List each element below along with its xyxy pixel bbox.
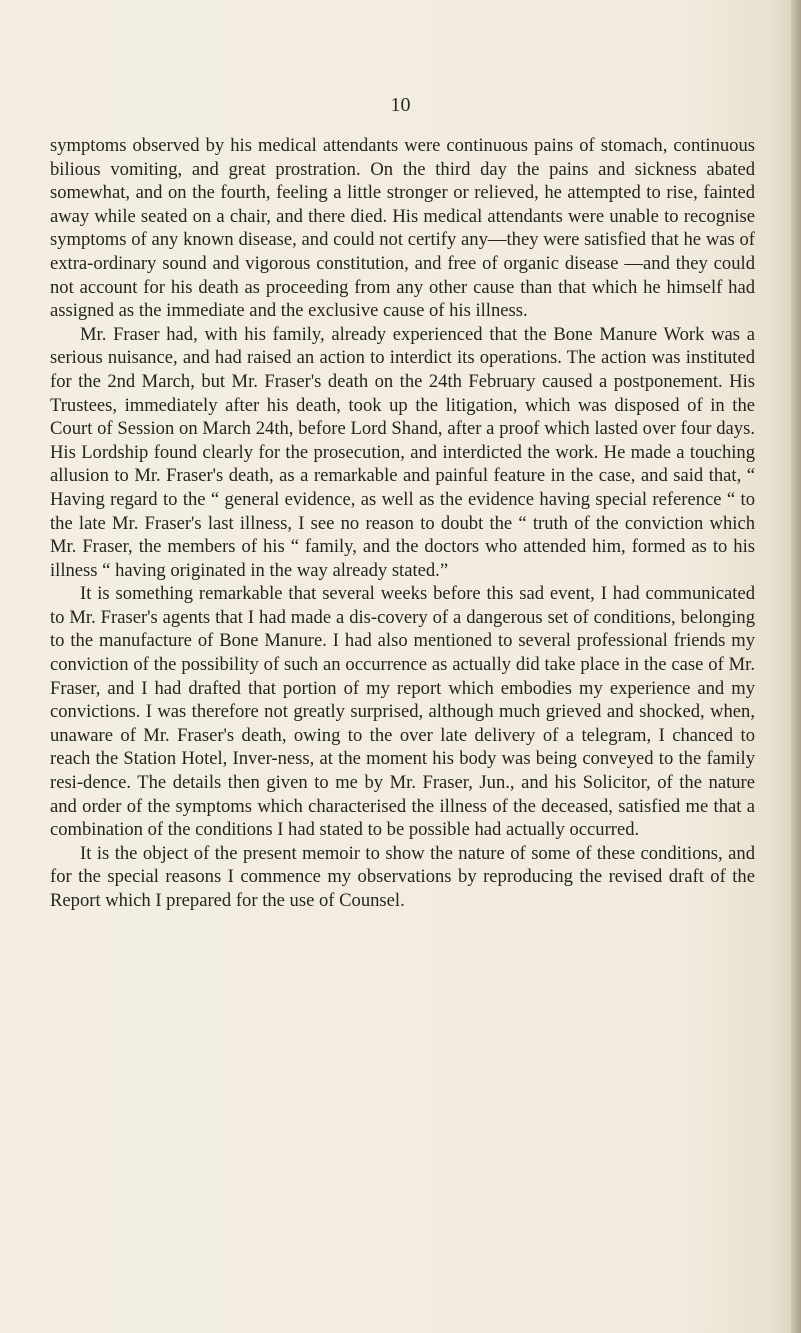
paragraph-1: symptoms observed by his medical attendants were continuous pains of stomach, continuous bilious vomiting, and great prostration. On the third day the pains and sickness abated somewhat, and on the fourth, feeling a little stronger or relieved, he attempted to rise, fainted away while seated on a chair, and there died. His medical attendants were unable to recognise symptoms of any known disease, and could not certify any—they were satisfied that he was of extra-ordinary sound and vigorous constitution, and free of organic disease —and they could not account for his death as proceeding from any other cause than that which he himself had assigned as the immediate and the exclusive cause of his illness. [50, 135, 755, 322]
body-text [50, 134, 755, 913]
paragraph-3: It is something remarkable that several weeks before this sad event, I had communicated to Mr. Fraser's agents that I had made a dis-covery of a dangerous set of conditions, belonging to the manufacture of Bone Manure. I had also mentioned to several professional friends my conviction of the possibility of such an occurrence as actually did take place in the case of Mr. Fraser, and I had drafted that portion of my report which embodies my experience and my convictions. I was therefore not greatly surprised, although much grieved and shocked, when, unaware of Mr. Fraser's death, owing to the over late delivery of a telegram, I chanced to reach the Station Hotel, Inver-ness, at the moment his body was being conveyed to the family resi-dence. The details then given to me by Mr. Fraser, Jun., and his Solicitor, of the nature and order of the symptoms which characterised the illness of the deceased, satisfied me that a combination of the conditions I had stated to be possible had actually occurred. [50, 583, 755, 841]
page-number: 10 [390, 94, 411, 116]
page-edge [791, 0, 801, 1333]
paragraph-2: Mr. Fraser had, with his family, already experienced that the Bone Manure Work was a serious nuisance, and had raised an action to interdict its operations. The action was instituted for the 2nd March, but Mr. Fraser's death on the 24th February caused a postponement. His Trustees, immediately after his death, took up the litigation, which was disposed of in the Court of Session on March 24th, before Lord Shand, after a proof which lasted over four days. His Lordship found clearly for the prosecution, and interdicted the work. He made a touching allusion to Mr. Fraser's death, as a remarkable and painful feature in the case, and said that, “ Having regard to the “ general evidence, as well as the evidence having special reference “ to the late Mr. Fraser's last illness, I see no reason to doubt the “ truth of the conviction which Mr. Fraser, the members of his “ family, and the doctors who attended him, formed as to his illness “ having originated in the way already stated.” [50, 323, 755, 581]
paragraph-4: It is the object of the present memoir to show the nature of some of these conditions, and for the special reasons I commence my observations by reproducing the revised draft of the Report which I prepared for the use of Counsel. [50, 842, 755, 911]
